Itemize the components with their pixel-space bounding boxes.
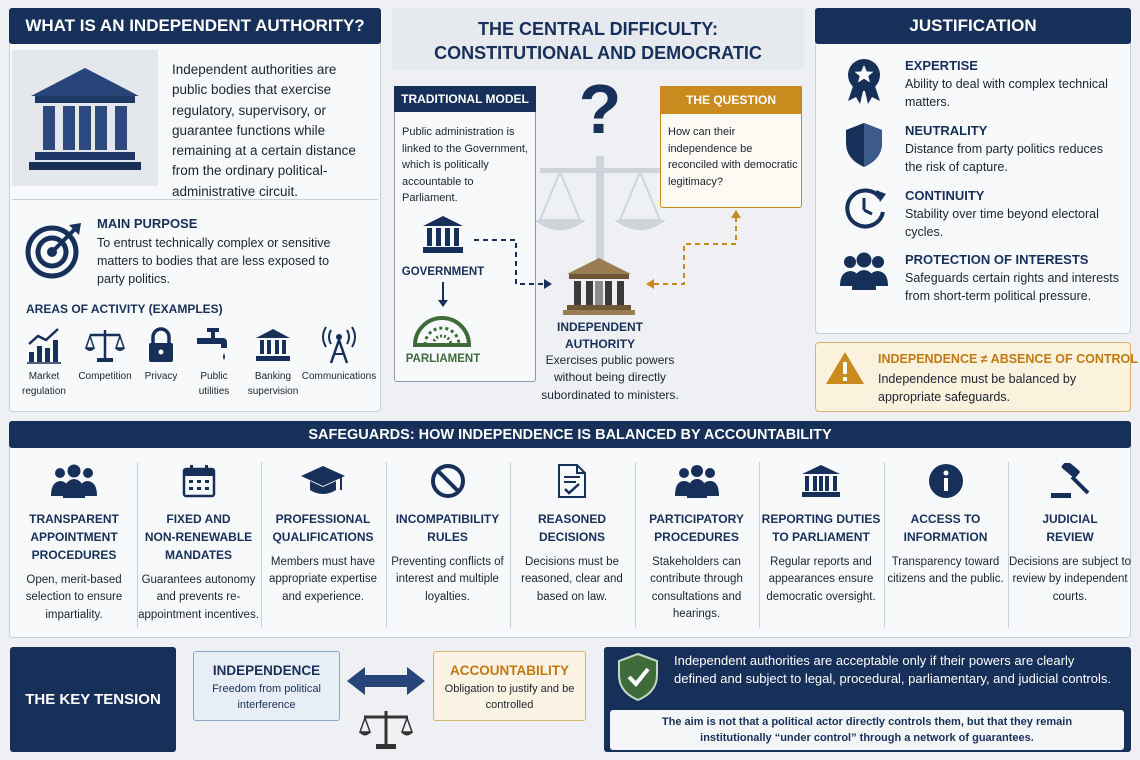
safeguard-title bbox=[759, 510, 883, 546]
justification-item-text: Safeguards certain rights and interests from short-term political pressure. bbox=[905, 271, 1120, 303]
authority-label-line1: INDEPENDENT bbox=[556, 320, 643, 334]
safeguard-title-line: PROFESSIONAL bbox=[275, 512, 371, 526]
double-arrow-icon bbox=[345, 664, 427, 698]
purpose-text: To entrust technically complex or sensitive matters to bodies that are less exposed to party politics. bbox=[97, 236, 331, 287]
safeguard-title-line: MANDATES bbox=[164, 548, 233, 562]
safeguard-divider bbox=[759, 462, 760, 628]
justification-expertise bbox=[905, 58, 1120, 111]
safeguard-title-line: NON-RENEWABLE bbox=[144, 530, 253, 544]
safeguard-description: Guarantees autonomy and prevents re-appointment incentives. bbox=[138, 574, 259, 621]
shield-icon bbox=[844, 121, 884, 169]
center-title-line2: CONSTITUTIONAL AND DEMOCRATIC bbox=[434, 43, 762, 64]
safeguard-title bbox=[635, 510, 759, 546]
independence-box bbox=[193, 651, 340, 721]
safeguard-icon bbox=[884, 460, 1008, 502]
safeguard-title-line: TRANSPARENT bbox=[29, 512, 119, 526]
safeguard-item bbox=[510, 460, 634, 630]
safeguard-item bbox=[12, 460, 136, 630]
scales-icon bbox=[85, 326, 125, 364]
justification-item-title: CONTINUITY bbox=[905, 188, 985, 203]
justification-protection bbox=[905, 252, 1125, 305]
warning-title: INDEPENDENCE ≠ ABSENCE OF CONTROL bbox=[878, 352, 1138, 366]
safeguard-description: Decisions are subject to review by independent courts. bbox=[1008, 556, 1132, 603]
safeguard-item bbox=[635, 460, 759, 630]
safeguard-item bbox=[137, 460, 261, 630]
antenna-icon bbox=[320, 326, 358, 364]
government-icon bbox=[421, 214, 465, 256]
government-label: GOVERNMENT bbox=[401, 266, 485, 278]
area-label: supervision bbox=[247, 385, 299, 397]
safeguard-title-line: PROCEDURES bbox=[31, 548, 117, 562]
justification-item-title: NEUTRALITY bbox=[905, 123, 988, 138]
purpose-title: MAIN PURPOSE bbox=[97, 216, 198, 231]
gov-to-authority-arrow bbox=[472, 236, 554, 290]
safeguard-title-line: RULES bbox=[427, 530, 468, 544]
safeguard-title-line: TO PARLIAMENT bbox=[772, 530, 870, 544]
area-utilities bbox=[184, 326, 244, 399]
safeguard-title bbox=[386, 510, 510, 546]
safeguard-description: Preventing conflicts of interest and multiple loyalties. bbox=[391, 556, 504, 603]
area-competition bbox=[75, 326, 135, 385]
parliament-icon bbox=[411, 311, 473, 347]
safeguard-title-line: PARTICIPATORY bbox=[649, 512, 744, 526]
safeguard-icon bbox=[386, 460, 510, 502]
down-arrow-icon bbox=[437, 282, 449, 308]
authority-label bbox=[530, 319, 670, 353]
accountability-box bbox=[433, 651, 586, 721]
traditional-model-text: Public administration is linked to the Government, which is politically accountable to Parliament. bbox=[402, 126, 528, 204]
safeguard-icon bbox=[635, 460, 759, 502]
key-tension-box: THE KEY TENSION bbox=[10, 647, 176, 752]
bank-icon bbox=[254, 326, 292, 364]
safeguard-icon bbox=[510, 460, 634, 502]
center-title-line1: THE CENTRAL DIFFICULTY: bbox=[478, 19, 718, 39]
safeguard-icon bbox=[12, 460, 136, 502]
safeguard-item bbox=[1008, 460, 1132, 630]
question-mark-icon: ? bbox=[578, 70, 622, 148]
area-communications bbox=[298, 326, 380, 385]
area-label: Competition bbox=[78, 371, 132, 382]
left-divider bbox=[12, 199, 378, 200]
justification-continuity bbox=[905, 188, 1120, 241]
chart-icon bbox=[26, 326, 62, 364]
safeguard-title-line: REASONED bbox=[537, 512, 606, 526]
independence-text: Freedom from political interference bbox=[212, 683, 321, 711]
safeguard-title bbox=[137, 510, 261, 564]
safeguard-item bbox=[759, 460, 883, 630]
safeguard-divider bbox=[884, 462, 885, 628]
safeguard-divider bbox=[137, 462, 138, 628]
safeguard-title-line: REPORTING DUTIES bbox=[761, 512, 881, 526]
safeguard-title bbox=[1008, 510, 1132, 546]
safeguard-divider bbox=[510, 462, 511, 628]
aim-text: The aim is not that a political actor directly controls them, but that they remain institutionally “under control” through a network of guarantees. bbox=[661, 716, 1073, 744]
safeguard-title-line: QUALIFICATIONS bbox=[272, 530, 374, 544]
aim-box bbox=[610, 710, 1124, 750]
area-label: Public bbox=[200, 371, 228, 382]
authority-label-line2: AUTHORITY bbox=[565, 336, 635, 351]
safeguard-divider bbox=[1008, 462, 1009, 628]
award-icon bbox=[844, 57, 884, 105]
question-text: How can their independence be reconciled with democratic legitimacy? bbox=[668, 126, 798, 188]
safeguard-description: Decisions must be reasoned, clear and based on law. bbox=[521, 556, 623, 603]
tap-icon bbox=[195, 326, 233, 364]
area-label: Privacy bbox=[144, 371, 178, 382]
authority-building-icon bbox=[563, 256, 635, 316]
safeguard-title-line: FIXED AND bbox=[166, 512, 231, 526]
safeguard-title-line: PROCEDURES bbox=[654, 530, 739, 544]
justification-item-text: Ability to deal with complex technical matters. bbox=[905, 77, 1108, 109]
institution-icon bbox=[12, 50, 158, 186]
safeguard-icon bbox=[759, 460, 883, 502]
warning-icon bbox=[825, 350, 865, 386]
parliament-label: PARLIAMENT bbox=[405, 353, 481, 365]
justification-item-text: Stability over time beyond electoral cycles. bbox=[905, 207, 1099, 239]
safeguard-icon bbox=[1008, 460, 1132, 502]
people-group-icon bbox=[838, 252, 890, 292]
target-icon bbox=[24, 220, 84, 280]
safeguard-description: Open, merit-based selection to ensure impartiality. bbox=[25, 574, 123, 621]
safeguard-description: Stakeholders can contribute through consultations and hearings. bbox=[650, 556, 743, 620]
justification-item-text: Distance from party politics reduces the risk of capture. bbox=[905, 142, 1103, 174]
area-label: Communications bbox=[301, 371, 377, 382]
authority-to-question-arrow bbox=[644, 208, 744, 290]
safeguard-title-line: DECISIONS bbox=[538, 530, 605, 544]
area-label: Banking bbox=[254, 371, 292, 382]
safeguard-title-line: INFORMATION bbox=[903, 530, 988, 544]
safeguard-icon bbox=[137, 460, 261, 502]
areas-title: AREAS OF ACTIVITY (EXAMPLES) bbox=[26, 302, 223, 316]
safeguard-item bbox=[261, 460, 385, 630]
safeguard-item bbox=[884, 460, 1008, 630]
balance-scale-icon bbox=[358, 708, 414, 752]
area-market bbox=[14, 326, 74, 399]
area-label: utilities bbox=[198, 385, 230, 397]
safeguard-title bbox=[261, 510, 385, 546]
area-label: Market bbox=[28, 371, 60, 382]
justification-item-title: EXPERTISE bbox=[905, 58, 978, 73]
safeguard-description: Members must have appropriate expertise and experience. bbox=[268, 556, 378, 603]
safeguard-title-line: JUDICIAL bbox=[1042, 512, 1098, 526]
accountability-text: Obligation to justify and be controlled bbox=[444, 683, 575, 711]
clock-cycle-icon bbox=[842, 186, 888, 232]
area-privacy bbox=[131, 326, 191, 385]
area-banking bbox=[243, 326, 303, 399]
warning-text: Independence must be balanced by appropriate safeguards. bbox=[878, 372, 1077, 404]
authority-text: Exercises public powers without being directly subordinated to ministers. bbox=[541, 353, 679, 402]
safeguard-title bbox=[12, 510, 136, 564]
center-title bbox=[392, 8, 804, 70]
question-title: THE QUESTION bbox=[660, 86, 802, 114]
left-title: WHAT IS AN INDEPENDENT AUTHORITY? bbox=[9, 8, 381, 44]
safeguard-title-line: REVIEW bbox=[1046, 530, 1094, 544]
safeguard-item bbox=[386, 460, 510, 630]
safeguard-title bbox=[884, 510, 1008, 546]
safeguard-icon bbox=[261, 460, 385, 502]
area-label: regulation bbox=[22, 385, 66, 397]
conclusion-text: Independent authorities are acceptable only if their powers are clearly defined and subject to legal, procedural, parliamentary, and judicial controls. bbox=[674, 653, 1111, 686]
safeguard-description: Regular reports and appearances ensure democratic oversight. bbox=[766, 556, 876, 603]
safeguard-description: Transparency toward citizens and the public. bbox=[887, 556, 1004, 586]
safeguard-title bbox=[510, 510, 634, 546]
safeguard-title-line: INCOMPATIBILITY bbox=[395, 512, 500, 526]
safeguards-title: SAFEGUARDS: HOW INDEPENDENCE IS BALANCED BY ACCOUNTABILITY bbox=[9, 421, 1131, 448]
accountability-title: ACCOUNTABILITY bbox=[450, 663, 569, 678]
safeguard-title-line: ACCESS TO bbox=[910, 512, 981, 526]
justification-title: JUSTIFICATION bbox=[815, 8, 1131, 44]
independence-title: INDEPENDENCE bbox=[212, 663, 321, 678]
safeguard-divider bbox=[261, 462, 262, 628]
safeguard-divider bbox=[386, 462, 387, 628]
definition-text: Independent authorities are public bodies that exercise regulatory, supervisory, or guarantee functions while remaining at a certain distance from the ordinary political-administrative circuit. bbox=[172, 62, 356, 199]
traditional-model-title: TRADITIONAL MODEL bbox=[394, 86, 536, 112]
lock-icon bbox=[146, 326, 176, 364]
safeguard-title-line: APPOINTMENT bbox=[30, 530, 118, 544]
justification-item-title: PROTECTION OF INTERESTS bbox=[905, 252, 1089, 267]
shield-check-icon bbox=[616, 652, 660, 702]
safeguard-divider bbox=[635, 462, 636, 628]
justification-neutrality bbox=[905, 123, 1120, 176]
